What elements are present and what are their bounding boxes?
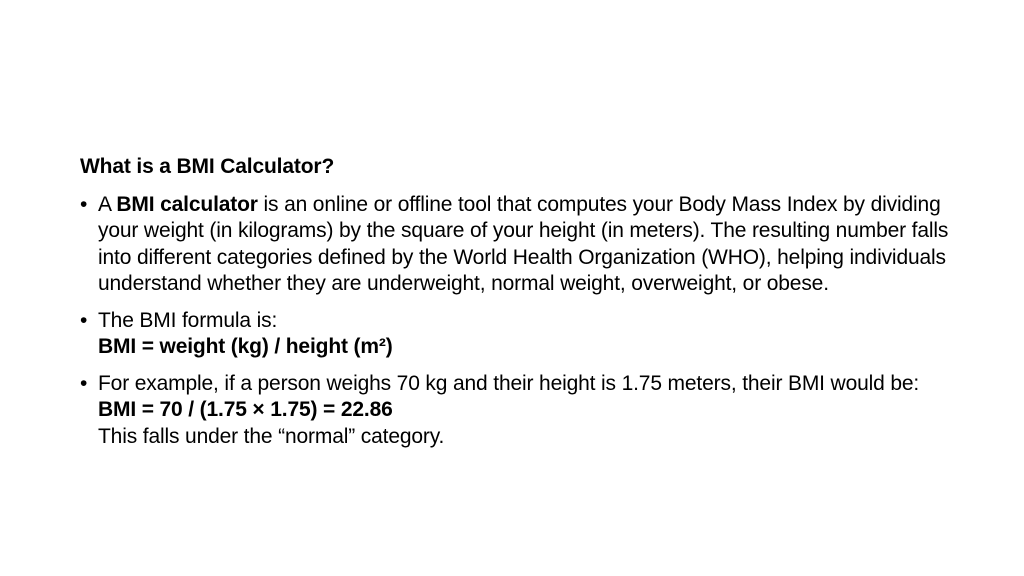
bullet-dot-icon: •	[80, 192, 88, 216]
slide-content	[80, 154, 960, 460]
example-calculation: BMI = 70 / (1.75 × 1.75) = 22.86	[98, 398, 393, 421]
bullet-dot-icon: •	[80, 308, 88, 332]
example-note: This falls under the “normal” category.	[98, 424, 445, 448]
definition-intro: A	[98, 192, 117, 216]
formula-intro: The BMI formula is:	[98, 308, 278, 332]
bullet-list	[80, 192, 960, 451]
definition-term: BMI calculator	[116, 192, 258, 216]
bullet-definition	[80, 192, 960, 298]
bullet-example	[80, 371, 960, 451]
bullet-formula	[80, 308, 960, 361]
definition-text: is an online or offline tool that computes your Body Mass Index by dividing your weight (in kilograms) by the square of your height (in meters). The resulting number falls into different categories defined by the World Health Organization (WHO), helping individuals understand whether they are underweight, normal weight, overweight, or obese.	[98, 192, 949, 295]
bullet-dot-icon: •	[80, 371, 88, 395]
slide-heading: What is a BMI Calculator?	[80, 155, 335, 178]
formula-expression: BMI = weight (kg) / height (m²)	[98, 335, 393, 358]
example-text: For example, if a person weighs 70 kg and their height is 1.75 meters, their BMI would be:	[98, 371, 920, 395]
